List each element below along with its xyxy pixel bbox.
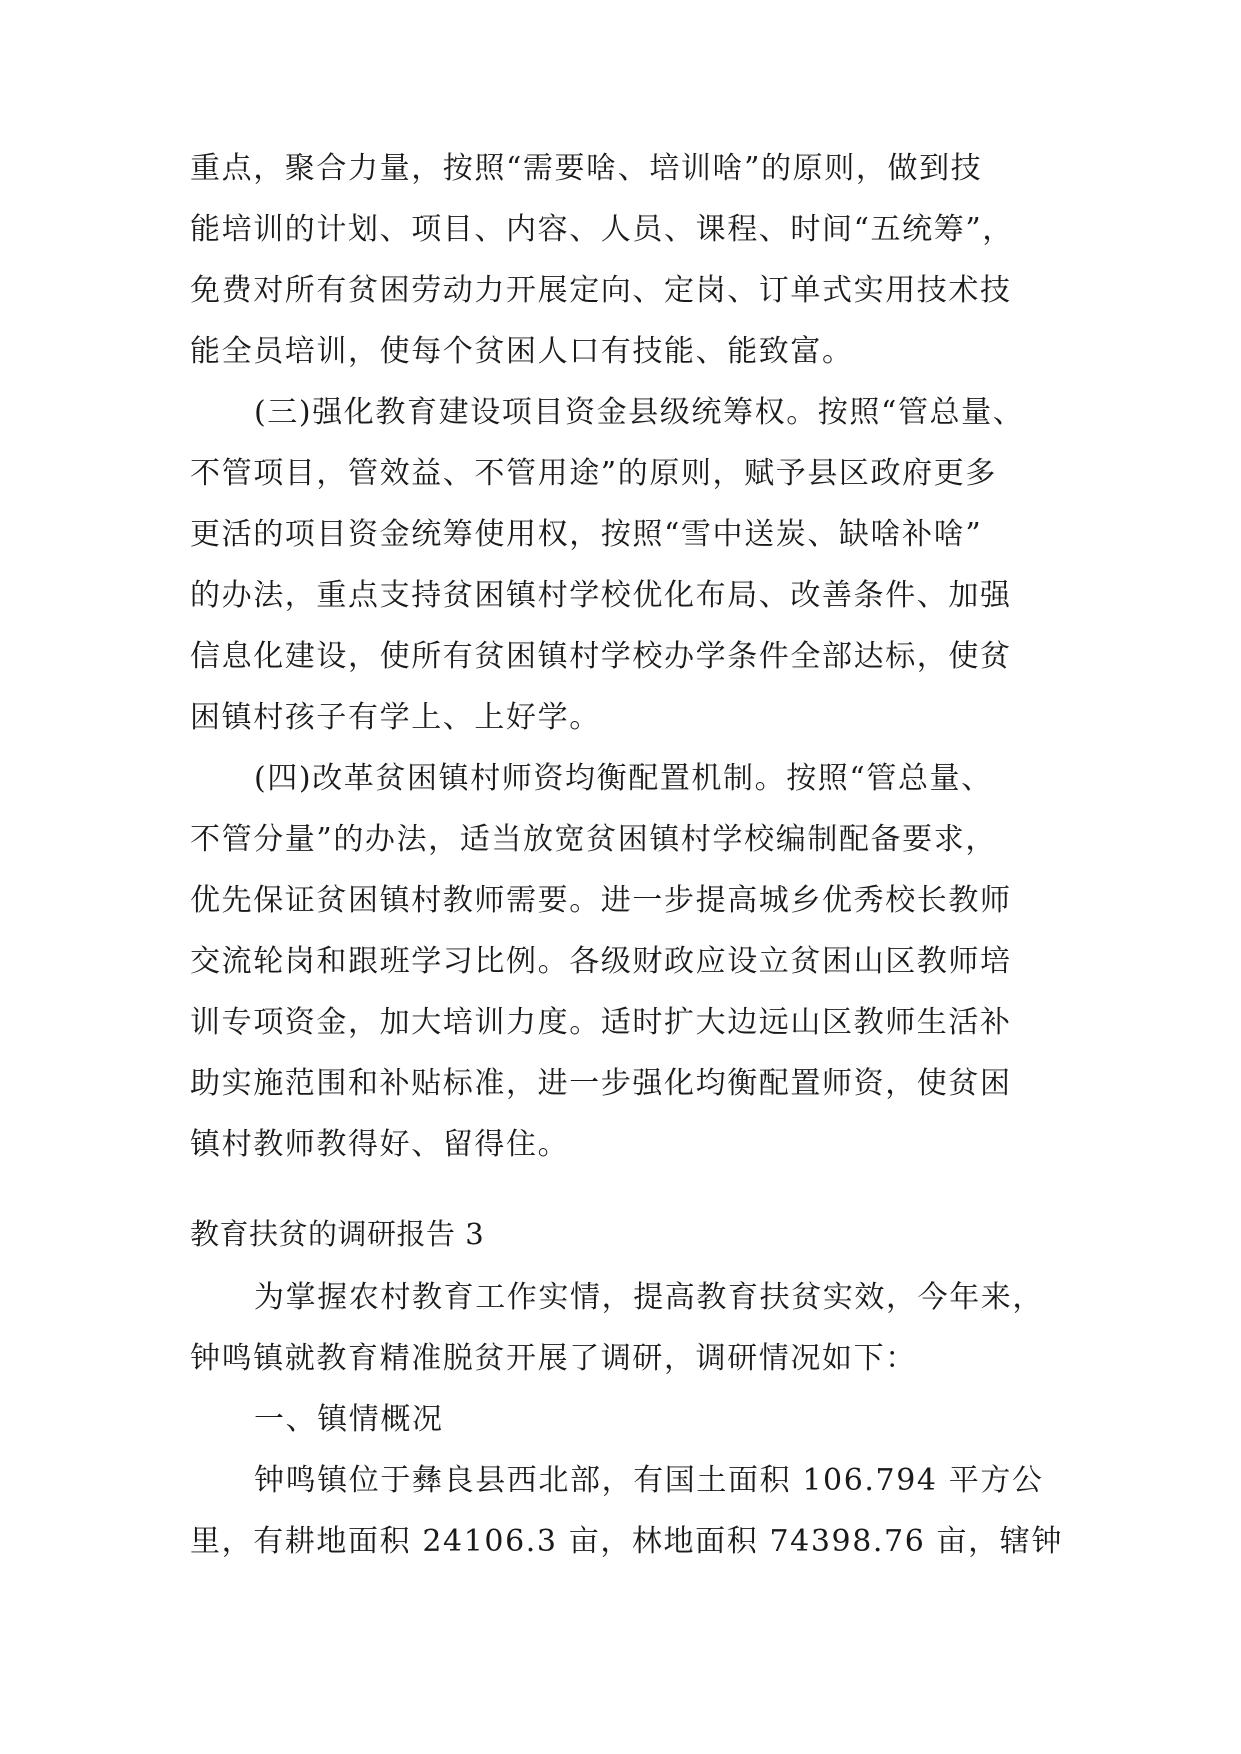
text-line: 钟鸣镇位于彝良县西北部，有国土面积 106.794 平方公 bbox=[254, 1463, 1044, 1498]
text-line: 更活的项目资金统筹使用权，按照“雪中送炭、缺啥补啥” bbox=[190, 517, 983, 552]
text-line: 能全员培训，使每个贫困人口有技能、能致富。 bbox=[190, 334, 854, 369]
text-line: 免费对所有贫困劳动力开展定向、定岗、订单式实用技术技 bbox=[190, 273, 1012, 308]
text-line: 信息化建设，使所有贫困镇村学校办学条件全部达标，使贫 bbox=[190, 639, 1012, 674]
text-line: 能培训的计划、项目、内容、人员、课程、时间“五统筹”， bbox=[190, 212, 1014, 247]
text-line: 镇村教师教得好、留得住。 bbox=[190, 1127, 570, 1162]
text-line: 不管分量”的办法，适当放宽贫困镇村学校编制配备要求， bbox=[190, 822, 997, 857]
section-title: 教育扶贫的调研报告 3 bbox=[190, 1217, 485, 1251]
body-text-top bbox=[190, 138, 1050, 1175]
text-line: 助实施范围和补贴标准，进一步强化均衡配置师资，使贫困 bbox=[190, 1066, 1012, 1101]
text-line: 困镇村孩子有学上、上好学。 bbox=[190, 700, 601, 735]
text-line: 重点，聚合力量，按照“需要啥、培训啥”的原则，做到技 bbox=[190, 151, 983, 186]
text-line: 不管项目，管效益、不管用途”的原则，赋予县区政府更多 bbox=[190, 456, 997, 491]
section-title-block bbox=[190, 1204, 1050, 1265]
subheading: 一、镇情概况 bbox=[254, 1402, 444, 1437]
text-line: 交流轮岗和跟班学习比例。各级财政应设立贫困山区教师培 bbox=[190, 944, 1012, 979]
text-line: 训专项资金，加大培训力度。适时扩大边远山区教师生活补 bbox=[190, 1005, 1012, 1040]
text-line: 钟鸣镇就教育精准脱贫开展了调研，调研情况如下： bbox=[190, 1341, 917, 1376]
text-line: 的办法，重点支持贫困镇村学校优化布局、改善条件、加强 bbox=[190, 578, 1012, 613]
text-line: 优先保证贫困镇村教师需要。进一步提高城乡优秀校长教师 bbox=[190, 883, 1012, 918]
text-line: (三)强化教育建设项目资金县级统筹权。按照“管总量、 bbox=[254, 395, 1025, 430]
text-line: 里，有耕地面积 24106.3 亩，林地面积 74398.76 亩，辖钟 bbox=[190, 1524, 1063, 1559]
text-line: 为掌握农村教育工作实情，提高教育扶贫实效，今年来， bbox=[254, 1280, 1044, 1315]
text-line: (四)改革贫困镇村师资均衡配置机制。按照“管总量、 bbox=[254, 761, 993, 796]
body-text-bottom bbox=[190, 1267, 1063, 1572]
